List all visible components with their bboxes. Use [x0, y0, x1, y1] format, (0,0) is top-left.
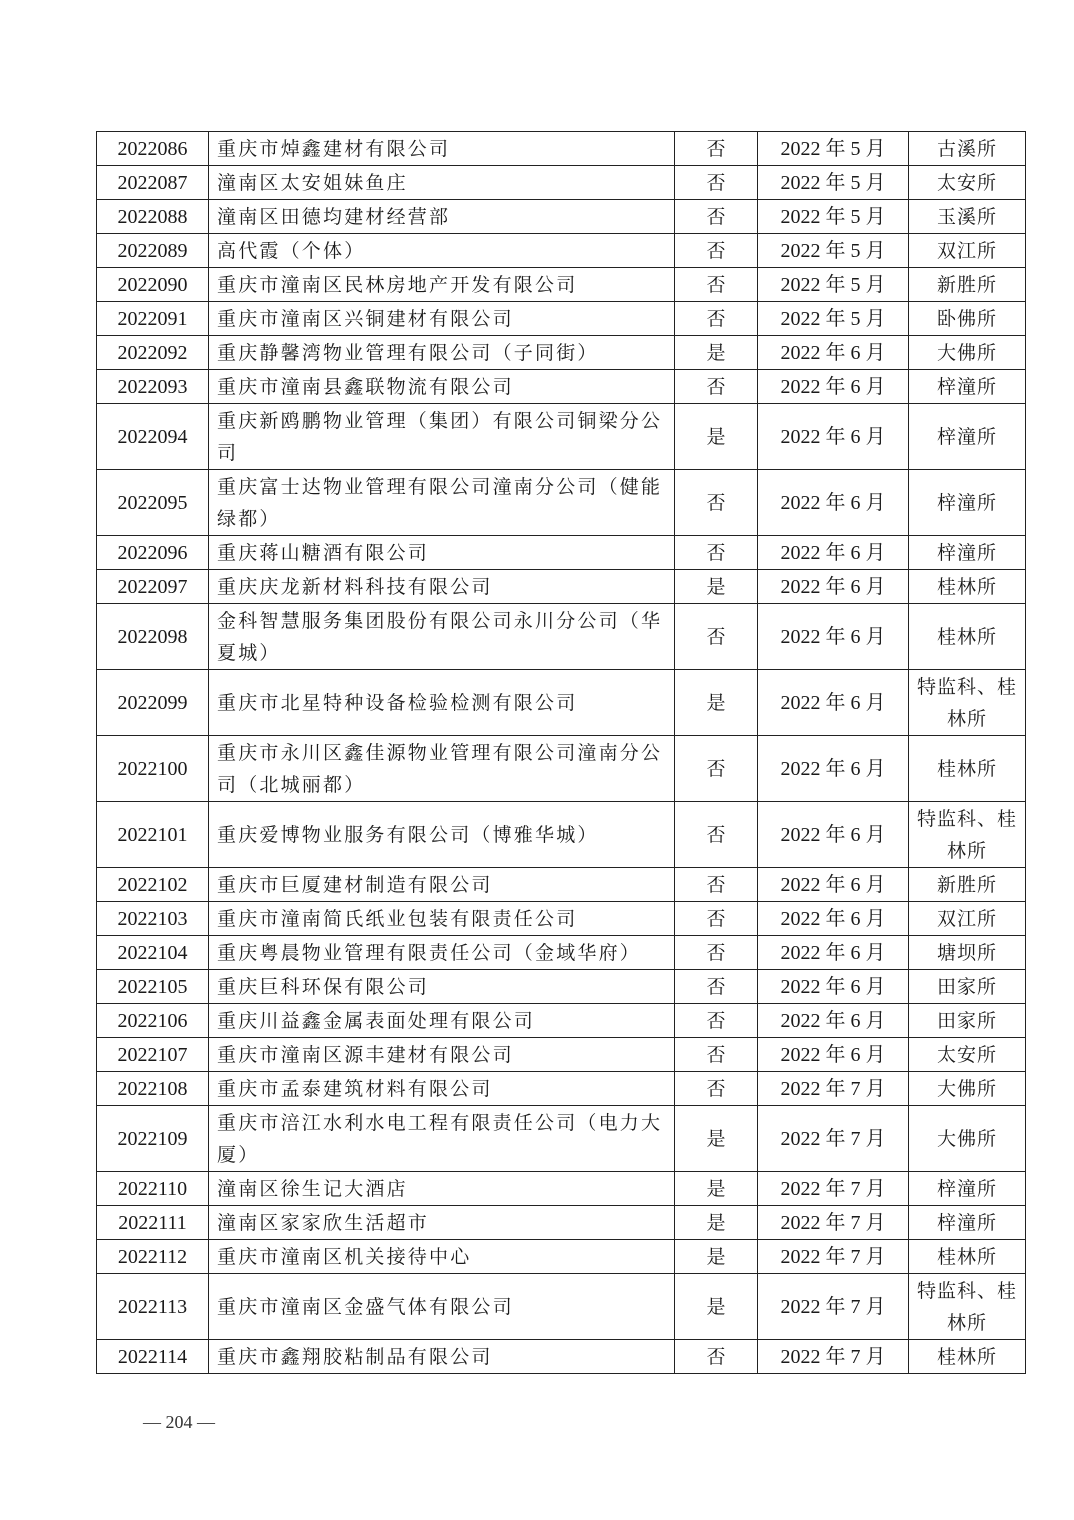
company-name-cell: 金科智慧服务集团股份有限公司永川分公司（华夏城）: [209, 604, 675, 670]
status-flag-cell: 否: [675, 736, 758, 802]
company-name-cell: 重庆新鸥鹏物业管理（集团）有限公司铜梁分公司: [209, 404, 675, 470]
table-row: [97, 302, 1026, 336]
status-flag-cell: 否: [675, 166, 758, 200]
table-row: [97, 234, 1026, 268]
company-name-cell: 重庆庆龙新材料科技有限公司: [209, 570, 675, 604]
company-name-cell: 重庆市巨厦建材制造有限公司: [209, 868, 675, 902]
responsible-unit-cell: 桂林所: [909, 1240, 1026, 1274]
record-id-cell: 2022095: [97, 470, 209, 536]
record-id-cell: 2022107: [97, 1038, 209, 1072]
table-row: [97, 570, 1026, 604]
table-row: [97, 670, 1026, 736]
status-flag-cell: 否: [675, 802, 758, 868]
table-row: [97, 1004, 1026, 1038]
date-cell: 2022 年 7 月: [758, 1206, 909, 1240]
company-name-cell: 重庆市潼南县鑫联物流有限公司: [209, 370, 675, 404]
table-row: [97, 1072, 1026, 1106]
responsible-unit-cell: 梓潼所: [909, 1206, 1026, 1240]
responsible-unit-cell: 太安所: [909, 166, 1026, 200]
status-flag-cell: 否: [675, 604, 758, 670]
date-cell: 2022 年 6 月: [758, 370, 909, 404]
record-id-cell: 2022104: [97, 936, 209, 970]
table-body: [97, 132, 1026, 1374]
record-id-cell: 2022111: [97, 1206, 209, 1240]
responsible-unit-cell: 梓潼所: [909, 404, 1026, 470]
table-row: [97, 1206, 1026, 1240]
company-name-cell: 重庆市潼南区民林房地产开发有限公司: [209, 268, 675, 302]
status-flag-cell: 否: [675, 868, 758, 902]
status-flag-cell: 否: [675, 268, 758, 302]
status-flag-cell: 是: [675, 1206, 758, 1240]
record-id-cell: 2022087: [97, 166, 209, 200]
responsible-unit-cell: 卧佛所: [909, 302, 1026, 336]
status-flag-cell: 否: [675, 936, 758, 970]
status-flag-cell: 否: [675, 132, 758, 166]
date-cell: 2022 年 7 月: [758, 1172, 909, 1206]
responsible-unit-cell: 梓潼所: [909, 470, 1026, 536]
company-name-cell: 重庆市潼南区兴铜建材有限公司: [209, 302, 675, 336]
responsible-unit-cell: 玉溪所: [909, 200, 1026, 234]
table-row: [97, 1038, 1026, 1072]
status-flag-cell: 是: [675, 570, 758, 604]
date-cell: 2022 年 7 月: [758, 1106, 909, 1172]
date-cell: 2022 年 6 月: [758, 470, 909, 536]
status-flag-cell: 否: [675, 200, 758, 234]
responsible-unit-cell: 太安所: [909, 1038, 1026, 1072]
responsible-unit-cell: 新胜所: [909, 868, 1026, 902]
company-name-cell: 重庆市潼南区机关接待中心: [209, 1240, 675, 1274]
record-id-cell: 2022094: [97, 404, 209, 470]
table-row: [97, 970, 1026, 1004]
responsible-unit-cell: 新胜所: [909, 268, 1026, 302]
date-cell: 2022 年 5 月: [758, 132, 909, 166]
date-cell: 2022 年 5 月: [758, 166, 909, 200]
record-id-cell: 2022088: [97, 200, 209, 234]
record-id-cell: 2022090: [97, 268, 209, 302]
responsible-unit-cell: 桂林所: [909, 1340, 1026, 1374]
company-name-cell: 重庆市鑫翔胶粘制品有限公司: [209, 1340, 675, 1374]
status-flag-cell: 否: [675, 470, 758, 536]
record-id-cell: 2022100: [97, 736, 209, 802]
company-name-cell: 高代霞（个体）: [209, 234, 675, 268]
table-row: [97, 166, 1026, 200]
date-cell: 2022 年 7 月: [758, 1274, 909, 1340]
date-cell: 2022 年 7 月: [758, 1072, 909, 1106]
table-row: [97, 268, 1026, 302]
record-id-cell: 2022108: [97, 1072, 209, 1106]
table-row: [97, 1106, 1026, 1172]
record-id-cell: 2022113: [97, 1274, 209, 1340]
responsible-unit-cell: 特监科、桂林所: [909, 670, 1026, 736]
company-name-cell: 重庆粤晨物业管理有限责任公司（金域华府）: [209, 936, 675, 970]
record-id-cell: 2022097: [97, 570, 209, 604]
record-id-cell: 2022092: [97, 336, 209, 370]
status-flag-cell: 否: [675, 902, 758, 936]
table-row: [97, 1340, 1026, 1374]
record-id-cell: 2022096: [97, 536, 209, 570]
date-cell: 2022 年 6 月: [758, 336, 909, 370]
company-name-cell: 潼南区徐生记大酒店: [209, 1172, 675, 1206]
record-id-cell: 2022103: [97, 902, 209, 936]
status-flag-cell: 否: [675, 1004, 758, 1038]
date-cell: 2022 年 6 月: [758, 802, 909, 868]
responsible-unit-cell: 特监科、桂林所: [909, 1274, 1026, 1340]
company-name-cell: 重庆市北星特种设备检验检测有限公司: [209, 670, 675, 736]
responsible-unit-cell: 梓潼所: [909, 370, 1026, 404]
company-name-cell: 重庆蒋山糖酒有限公司: [209, 536, 675, 570]
status-flag-cell: 是: [675, 1274, 758, 1340]
status-flag-cell: 否: [675, 370, 758, 404]
responsible-unit-cell: 桂林所: [909, 570, 1026, 604]
record-id-cell: 2022109: [97, 1106, 209, 1172]
responsible-unit-cell: 田家所: [909, 970, 1026, 1004]
table-row: [97, 404, 1026, 470]
company-name-cell: 潼南区太安姐妹鱼庄: [209, 166, 675, 200]
date-cell: 2022 年 6 月: [758, 570, 909, 604]
company-name-cell: 重庆市焯鑫建材有限公司: [209, 132, 675, 166]
date-cell: 2022 年 7 月: [758, 1240, 909, 1274]
date-cell: 2022 年 6 月: [758, 604, 909, 670]
record-id-cell: 2022099: [97, 670, 209, 736]
status-flag-cell: 是: [675, 1106, 758, 1172]
record-id-cell: 2022089: [97, 234, 209, 268]
responsible-unit-cell: 桂林所: [909, 736, 1026, 802]
table-row: [97, 200, 1026, 234]
table-row: [97, 370, 1026, 404]
company-name-cell: 重庆川益鑫金属表面处理有限公司: [209, 1004, 675, 1038]
date-cell: 2022 年 7 月: [758, 1340, 909, 1374]
responsible-unit-cell: 田家所: [909, 1004, 1026, 1038]
date-cell: 2022 年 6 月: [758, 670, 909, 736]
responsible-unit-cell: 特监科、桂林所: [909, 802, 1026, 868]
record-id-cell: 2022112: [97, 1240, 209, 1274]
date-cell: 2022 年 5 月: [758, 200, 909, 234]
status-flag-cell: 是: [675, 404, 758, 470]
table-row: [97, 802, 1026, 868]
table-row: [97, 902, 1026, 936]
table-row: [97, 1274, 1026, 1340]
record-id-cell: 2022098: [97, 604, 209, 670]
record-id-cell: 2022102: [97, 868, 209, 902]
date-cell: 2022 年 6 月: [758, 736, 909, 802]
table-row: [97, 132, 1026, 166]
status-flag-cell: 否: [675, 536, 758, 570]
record-id-cell: 2022093: [97, 370, 209, 404]
company-name-cell: 重庆市潼南区金盛气体有限公司: [209, 1274, 675, 1340]
table-row: [97, 336, 1026, 370]
responsible-unit-cell: 双江所: [909, 234, 1026, 268]
status-flag-cell: 是: [675, 670, 758, 736]
company-name-cell: 重庆爱博物业服务有限公司（博雅华城）: [209, 802, 675, 868]
company-name-cell: 潼南区田德均建材经营部: [209, 200, 675, 234]
company-name-cell: 重庆巨科环保有限公司: [209, 970, 675, 1004]
responsible-unit-cell: 大佛所: [909, 336, 1026, 370]
record-id-cell: 2022105: [97, 970, 209, 1004]
record-id-cell: 2022110: [97, 1172, 209, 1206]
page-number: — 204 —: [143, 1412, 215, 1432]
date-cell: 2022 年 6 月: [758, 1004, 909, 1038]
responsible-unit-cell: 大佛所: [909, 1072, 1026, 1106]
record-id-cell: 2022086: [97, 132, 209, 166]
status-flag-cell: 是: [675, 336, 758, 370]
company-name-cell: 重庆市潼南区源丰建材有限公司: [209, 1038, 675, 1072]
date-cell: 2022 年 6 月: [758, 536, 909, 570]
table-row: [97, 868, 1026, 902]
company-name-cell: 潼南区家家欣生活超市: [209, 1206, 675, 1240]
record-id-cell: 2022114: [97, 1340, 209, 1374]
date-cell: 2022 年 5 月: [758, 302, 909, 336]
company-name-cell: 重庆市潼南简氏纸业包装有限责任公司: [209, 902, 675, 936]
responsible-unit-cell: 桂林所: [909, 604, 1026, 670]
responsible-unit-cell: 古溪所: [909, 132, 1026, 166]
company-name-cell: 重庆静馨湾物业管理有限公司（子同街）: [209, 336, 675, 370]
table-row: [97, 1240, 1026, 1274]
date-cell: 2022 年 6 月: [758, 868, 909, 902]
status-flag-cell: 否: [675, 1038, 758, 1072]
table-row: [97, 470, 1026, 536]
status-flag-cell: 否: [675, 302, 758, 336]
status-flag-cell: 否: [675, 1072, 758, 1106]
record-id-cell: 2022091: [97, 302, 209, 336]
responsible-unit-cell: 双江所: [909, 902, 1026, 936]
table-row: [97, 536, 1026, 570]
status-flag-cell: 否: [675, 234, 758, 268]
table-row: [97, 736, 1026, 802]
responsible-unit-cell: 梓潼所: [909, 536, 1026, 570]
table-row: [97, 1172, 1026, 1206]
company-name-cell: 重庆市永川区鑫佳源物业管理有限公司潼南分公司（北城丽都）: [209, 736, 675, 802]
company-name-cell: 重庆市孟泰建筑材料有限公司: [209, 1072, 675, 1106]
responsible-unit-cell: 梓潼所: [909, 1172, 1026, 1206]
date-cell: 2022 年 6 月: [758, 902, 909, 936]
date-cell: 2022 年 6 月: [758, 404, 909, 470]
date-cell: 2022 年 5 月: [758, 234, 909, 268]
responsible-unit-cell: 大佛所: [909, 1106, 1026, 1172]
status-flag-cell: 否: [675, 970, 758, 1004]
record-id-cell: 2022101: [97, 802, 209, 868]
responsible-unit-cell: 塘坝所: [909, 936, 1026, 970]
record-table: [96, 131, 1026, 1374]
status-flag-cell: 是: [675, 1240, 758, 1274]
table-row: [97, 604, 1026, 670]
date-cell: 2022 年 6 月: [758, 1038, 909, 1072]
record-id-cell: 2022106: [97, 1004, 209, 1038]
company-name-cell: 重庆市涪江水利水电工程有限责任公司（电力大厦）: [209, 1106, 675, 1172]
status-flag-cell: 否: [675, 1340, 758, 1374]
status-flag-cell: 是: [675, 1172, 758, 1206]
table-row: [97, 936, 1026, 970]
date-cell: 2022 年 5 月: [758, 268, 909, 302]
date-cell: 2022 年 6 月: [758, 936, 909, 970]
date-cell: 2022 年 6 月: [758, 970, 909, 1004]
company-name-cell: 重庆富士达物业管理有限公司潼南分公司（健能绿都）: [209, 470, 675, 536]
